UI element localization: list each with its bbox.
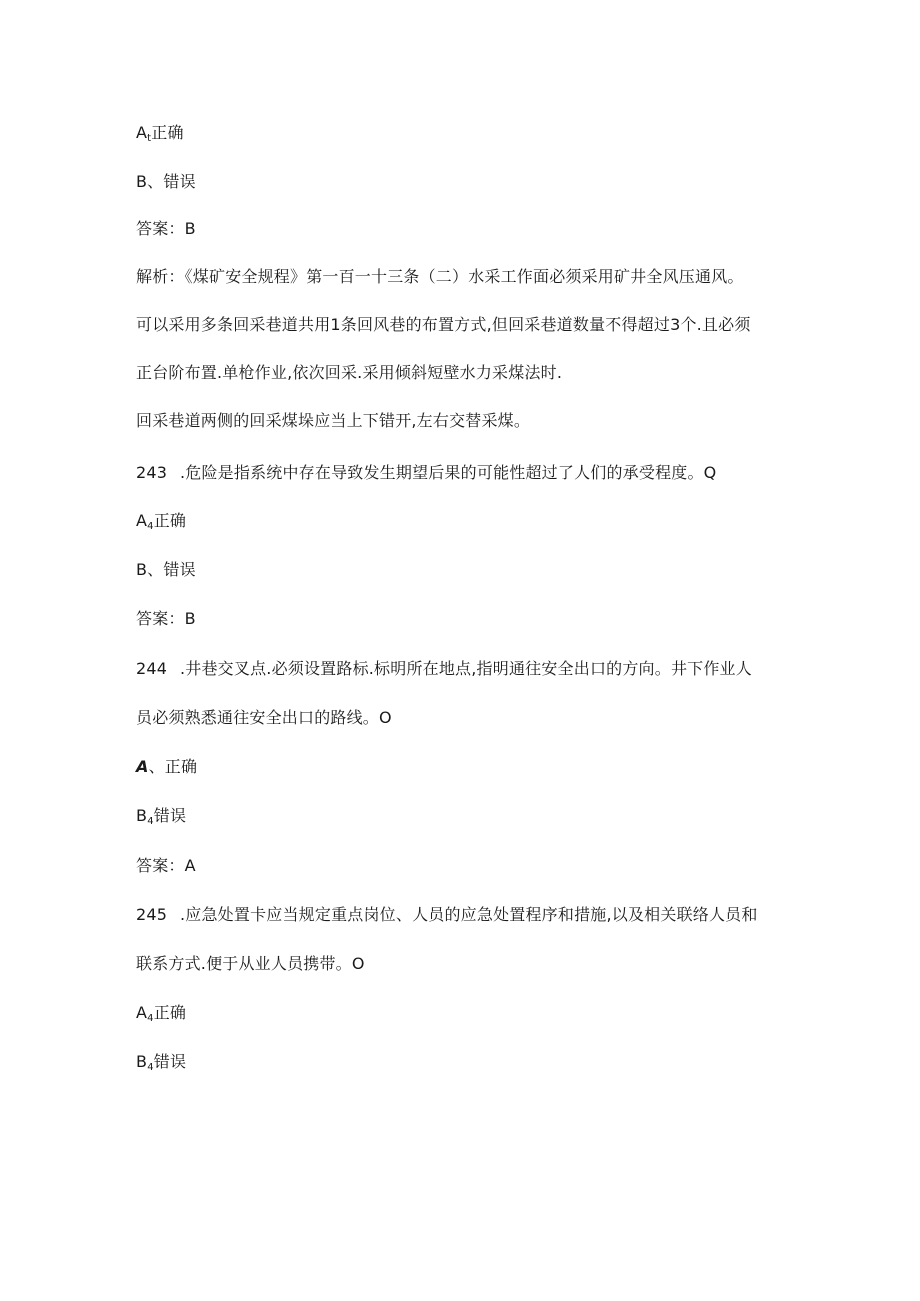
q245-text-line-1: .应急处置卡应当规定重点岗位、人员的应急处置程序和措施,以及相关联络人员和 bbox=[180, 905, 758, 924]
q245-text-line-2: 联系方式.便于从业人员携带。O bbox=[136, 954, 365, 973]
q245-question bbox=[136, 904, 758, 926]
q244-option-a bbox=[136, 756, 197, 778]
q242-option-a-sub: t bbox=[147, 133, 152, 144]
q242-answer: 答案：B bbox=[136, 219, 196, 238]
q242-analysis-line-3: 正台阶布置.单枪作业,依次回采.采用倾斜短壁水力采煤法时. bbox=[136, 363, 563, 382]
q245-number: 245 bbox=[136, 905, 168, 924]
q243-number: 243 bbox=[136, 463, 168, 482]
q243-option-a bbox=[136, 510, 186, 538]
q245-option-a-text: 正确 bbox=[153, 1003, 187, 1022]
q242-option-a-text: 正确 bbox=[151, 123, 184, 142]
q245-option-b-sub: 4 bbox=[147, 1062, 154, 1073]
q242-option-a-letter: A bbox=[136, 123, 148, 142]
q242-analysis-line-1: 解析：《煤矿安全规程》第一百一十三条（二）水采工作面必须采用矿井全风压通风。 bbox=[136, 267, 744, 286]
q242-option-b: B、错误 bbox=[136, 172, 196, 191]
q243-option-a-sub: 4 bbox=[147, 521, 154, 532]
q243-option-a-letter: A bbox=[136, 511, 148, 530]
q244-text-line-1: .井巷交叉点.必须设置路标.标明所在地点,指明通往安全出口的方向。井下作业人 bbox=[180, 659, 752, 678]
q242-analysis-line-4: 回采巷道两侧的回采煤垛应当上下错开,左右交替采煤。 bbox=[136, 411, 531, 430]
q243-option-a-text: 正确 bbox=[153, 511, 187, 530]
q245-option-b bbox=[136, 1051, 186, 1079]
q242-option-a bbox=[136, 122, 184, 150]
q245-option-a bbox=[136, 1002, 186, 1030]
q244-option-b-text: 错误 bbox=[153, 806, 187, 825]
q242-analysis-line-2: 可以采用多条回采巷道共用1条回风巷的布置方式,但回采巷道数量不得超过3个.且必须 bbox=[136, 315, 751, 334]
q244-number: 244 bbox=[136, 659, 168, 678]
q244-option-b-sub: 4 bbox=[147, 816, 154, 827]
q244-option-b bbox=[136, 805, 186, 833]
q243-answer: 答案：B bbox=[136, 609, 196, 628]
q245-option-b-letter: B bbox=[136, 1052, 148, 1071]
q245-option-b-text: 错误 bbox=[153, 1052, 187, 1071]
q244-option-a-text: 、正确 bbox=[148, 757, 198, 776]
q244-text-line-2: 员必须熟悉通往安全出口的路线。O bbox=[136, 708, 392, 727]
q244-question bbox=[136, 658, 752, 680]
q244-answer: 答案：A bbox=[136, 856, 196, 875]
q243-question bbox=[136, 462, 716, 484]
q243-text: .危险是指系统中存在导致发生期望后果的可能性超过了人们的承受程度。Q bbox=[180, 463, 717, 482]
q245-option-a-sub: 4 bbox=[147, 1013, 154, 1024]
q244-option-a-letter: A bbox=[136, 757, 149, 776]
q245-option-a-letter: A bbox=[136, 1003, 148, 1022]
q243-option-b: B、错误 bbox=[136, 560, 196, 579]
q244-option-b-letter: B bbox=[136, 806, 148, 825]
